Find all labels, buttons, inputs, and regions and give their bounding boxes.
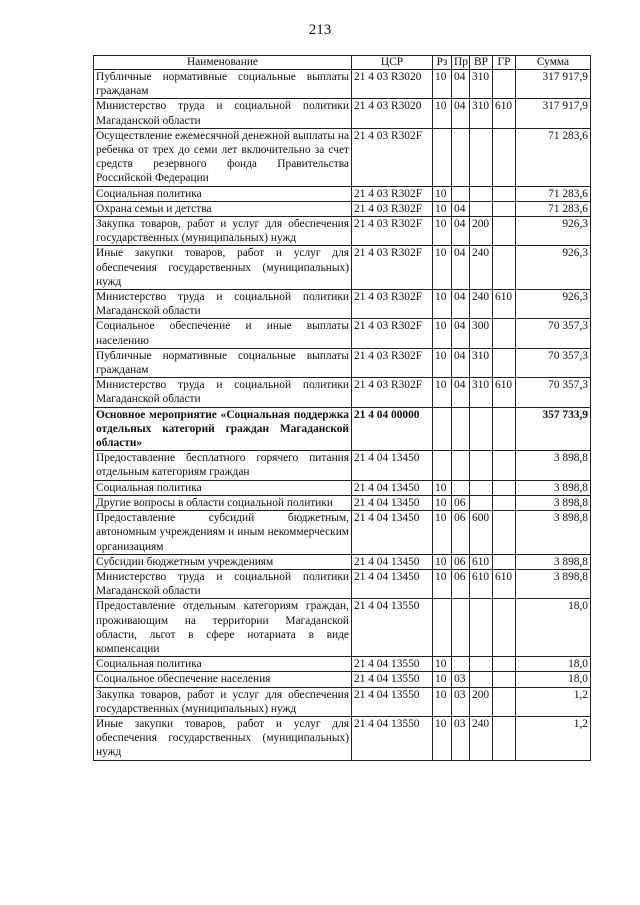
cell-sum: 70 357,3 (516, 348, 591, 377)
cell-rz (433, 407, 452, 451)
cell-name: Предоставление субсидий бюджетным, автономным учреждениям и иным некоммерческим организациям (94, 511, 352, 555)
cell-sum: 317 917,9 (516, 70, 591, 99)
table-row (94, 290, 591, 319)
cell-csr: 21 4 03 R3020 (352, 70, 433, 99)
cell-pr: 06 (452, 495, 470, 510)
cell-csr: 21 4 04 13550 (352, 716, 433, 760)
table-row (94, 217, 591, 246)
table-row (94, 186, 591, 201)
cell-name: Социальная политика (94, 480, 352, 495)
cell-vr (470, 495, 493, 510)
cell-csr: 21 4 04 13550 (352, 672, 433, 687)
cell-vr (470, 657, 493, 672)
cell-rz: 10 (433, 554, 452, 569)
table-row (94, 128, 591, 186)
cell-vr: 610 (470, 569, 493, 598)
cell-csr: 21 4 03 R302F (352, 186, 433, 201)
cell-rz: 10 (433, 495, 452, 510)
cell-gr (493, 672, 516, 687)
cell-vr (470, 407, 493, 451)
cell-pr (452, 480, 470, 495)
cell-pr (452, 599, 470, 657)
cell-gr (493, 451, 516, 480)
cell-csr: 21 4 03 R302F (352, 128, 433, 186)
budget-table (93, 55, 591, 761)
cell-pr: 04 (452, 319, 470, 348)
cell-vr: 600 (470, 511, 493, 555)
cell-vr (470, 128, 493, 186)
cell-name: Другие вопросы в области социальной политики (94, 495, 352, 510)
header-name: Наименование (94, 56, 352, 70)
cell-gr: 610 (493, 378, 516, 407)
table-row (94, 246, 591, 290)
cell-csr: 21 4 04 13550 (352, 599, 433, 657)
cell-sum: 3 898,8 (516, 480, 591, 495)
cell-rz: 10 (433, 378, 452, 407)
cell-vr: 300 (470, 319, 493, 348)
cell-rz (433, 451, 452, 480)
cell-csr: 21 4 04 13450 (352, 511, 433, 555)
cell-sum: 18,0 (516, 657, 591, 672)
cell-gr: 610 (493, 99, 516, 128)
cell-csr: 21 4 04 13550 (352, 657, 433, 672)
cell-csr: 21 4 03 R302F (352, 290, 433, 319)
cell-sum: 926,3 (516, 246, 591, 290)
cell-rz: 10 (433, 672, 452, 687)
cell-csr: 21 4 04 13450 (352, 495, 433, 510)
cell-vr: 200 (470, 217, 493, 246)
cell-name: Министерство труда и социальной политики Магаданской области (94, 99, 352, 128)
table-row (94, 348, 591, 377)
cell-sum: 18,0 (516, 672, 591, 687)
header-gr: ГР (493, 56, 516, 70)
cell-gr: 610 (493, 290, 516, 319)
cell-rz: 10 (433, 716, 452, 760)
table-row (94, 687, 591, 716)
cell-gr (493, 599, 516, 657)
table-row (94, 599, 591, 657)
cell-pr: 04 (452, 246, 470, 290)
cell-gr (493, 217, 516, 246)
cell-pr: 06 (452, 554, 470, 569)
cell-sum: 70 357,3 (516, 319, 591, 348)
cell-gr (493, 201, 516, 216)
header-sum: Сумма (516, 56, 591, 70)
cell-pr: 04 (452, 290, 470, 319)
cell-pr: 06 (452, 569, 470, 598)
cell-gr (493, 70, 516, 99)
cell-name: Осуществление ежемесячной денежной выплаты на ребенка от трех до семи лет включительно за счет средств резервного фонда Правительства Российской Федерации (94, 128, 352, 186)
cell-sum: 70 357,3 (516, 378, 591, 407)
cell-rz: 10 (433, 657, 452, 672)
cell-name: Закупка товаров, работ и услуг для обеспечения государственных (муниципальных) нужд (94, 217, 352, 246)
table-row (94, 480, 591, 495)
table-row (94, 672, 591, 687)
cell-name: Предоставление бесплатного горячего питания отдельным категориям граждан (94, 451, 352, 480)
cell-csr: 21 4 03 R3020 (352, 99, 433, 128)
table-row (94, 657, 591, 672)
cell-vr: 240 (470, 290, 493, 319)
cell-sum: 3 898,8 (516, 569, 591, 598)
cell-name: Социальное обеспечение и иные выплаты населению (94, 319, 352, 348)
cell-sum: 3 898,8 (516, 511, 591, 555)
cell-csr: 21 4 04 13550 (352, 687, 433, 716)
cell-rz: 10 (433, 480, 452, 495)
cell-name: Министерство труда и социальной политики Магаданской области (94, 569, 352, 598)
cell-name: Публичные нормативные социальные выплаты гражданам (94, 70, 352, 99)
cell-rz (433, 599, 452, 657)
table-row (94, 70, 591, 99)
cell-vr: 310 (470, 99, 493, 128)
cell-gr (493, 319, 516, 348)
cell-csr: 21 4 04 13450 (352, 569, 433, 598)
cell-rz: 10 (433, 348, 452, 377)
cell-csr: 21 4 03 R302F (352, 246, 433, 290)
cell-pr: 03 (452, 716, 470, 760)
cell-sum: 926,3 (516, 217, 591, 246)
cell-sum: 71 283,6 (516, 201, 591, 216)
cell-gr: 610 (493, 569, 516, 598)
cell-gr (493, 480, 516, 495)
cell-pr: 04 (452, 217, 470, 246)
cell-rz: 10 (433, 201, 452, 216)
cell-name: Охрана семьи и детства (94, 201, 352, 216)
cell-rz (433, 128, 452, 186)
cell-vr (470, 480, 493, 495)
cell-name: Закупка товаров, работ и услуг для обеспечения государственных (муниципальных) нужд (94, 687, 352, 716)
cell-pr (452, 451, 470, 480)
cell-sum: 71 283,6 (516, 128, 591, 186)
page-number: 213 (308, 22, 332, 38)
cell-gr (493, 511, 516, 555)
cell-pr (452, 407, 470, 451)
cell-vr (470, 599, 493, 657)
cell-sum: 357 733,9 (516, 407, 591, 451)
table-row (94, 495, 591, 510)
cell-rz: 10 (433, 319, 452, 348)
cell-gr (493, 128, 516, 186)
cell-gr (493, 348, 516, 377)
cell-vr (470, 186, 493, 201)
cell-pr: 04 (452, 99, 470, 128)
cell-csr: 21 4 03 R302F (352, 201, 433, 216)
cell-gr (493, 246, 516, 290)
table-row (94, 569, 591, 598)
cell-pr: 06 (452, 511, 470, 555)
cell-sum: 317 917,9 (516, 99, 591, 128)
cell-vr: 310 (470, 70, 493, 99)
cell-rz: 10 (433, 569, 452, 598)
cell-sum: 3 898,8 (516, 495, 591, 510)
cell-rz: 10 (433, 511, 452, 555)
header-vr: ВР (470, 56, 493, 70)
cell-vr: 310 (470, 348, 493, 377)
cell-vr (470, 201, 493, 216)
cell-gr (493, 186, 516, 201)
cell-rz: 10 (433, 186, 452, 201)
header-rz: Рз (433, 56, 452, 70)
table-row (94, 201, 591, 216)
header-csr: ЦСР (352, 56, 433, 70)
cell-name: Министерство труда и социальной политики Магаданской области (94, 378, 352, 407)
cell-rz: 10 (433, 687, 452, 716)
cell-pr: 04 (452, 378, 470, 407)
cell-pr: 04 (452, 348, 470, 377)
cell-gr (493, 716, 516, 760)
cell-sum: 18,0 (516, 599, 591, 657)
cell-name: Иные закупки товаров, работ и услуг для обеспечения государственных (муниципальных) нужд (94, 716, 352, 760)
cell-csr: 21 4 04 13450 (352, 554, 433, 569)
cell-csr: 21 4 04 00000 (352, 407, 433, 451)
table-row (94, 99, 591, 128)
cell-pr (452, 186, 470, 201)
cell-sum: 3 898,8 (516, 451, 591, 480)
cell-csr: 21 4 04 13450 (352, 480, 433, 495)
cell-rz: 10 (433, 246, 452, 290)
cell-pr: 03 (452, 672, 470, 687)
cell-vr (470, 451, 493, 480)
cell-name: Социальная политика (94, 657, 352, 672)
table-row (94, 716, 591, 760)
cell-csr: 21 4 04 13450 (352, 451, 433, 480)
cell-gr (493, 657, 516, 672)
cell-gr (493, 495, 516, 510)
cell-vr: 610 (470, 554, 493, 569)
table-row (94, 511, 591, 555)
cell-pr (452, 128, 470, 186)
cell-rz: 10 (433, 290, 452, 319)
cell-rz: 10 (433, 99, 452, 128)
cell-pr (452, 657, 470, 672)
cell-name: Основное мероприятие «Социальная поддержка отдельных категорий граждан Магаданской области» (94, 407, 352, 451)
cell-name: Социальная политика (94, 186, 352, 201)
table-row (94, 378, 591, 407)
cell-sum: 1,2 (516, 716, 591, 760)
cell-name: Иные закупки товаров, работ и услуг для обеспечения государственных (муниципальных) нужд (94, 246, 352, 290)
cell-sum: 71 283,6 (516, 186, 591, 201)
cell-csr: 21 4 03 R302F (352, 378, 433, 407)
cell-gr (493, 407, 516, 451)
cell-name: Социальное обеспечение населения (94, 672, 352, 687)
cell-pr: 04 (452, 70, 470, 99)
table-row (94, 319, 591, 348)
cell-sum: 926,3 (516, 290, 591, 319)
cell-gr (493, 687, 516, 716)
cell-gr (493, 554, 516, 569)
cell-name: Субсидии бюджетным учреждениям (94, 554, 352, 569)
cell-vr: 240 (470, 716, 493, 760)
table-row (94, 407, 591, 451)
cell-name: Предоставление отдельным категориям граждан, проживающим на территории Магаданской области, льгот в сфере нотариата в виде компенсации (94, 599, 352, 657)
cell-sum: 3 898,8 (516, 554, 591, 569)
cell-vr: 200 (470, 687, 493, 716)
cell-pr: 04 (452, 201, 470, 216)
cell-rz: 10 (433, 70, 452, 99)
table-row (94, 451, 591, 480)
header-pr: Пр (452, 56, 470, 70)
table-row (94, 554, 591, 569)
cell-vr (470, 672, 493, 687)
header-row (94, 56, 591, 70)
cell-name: Министерство труда и социальной политики Магаданской области (94, 290, 352, 319)
cell-csr: 21 4 03 R302F (352, 217, 433, 246)
cell-csr: 21 4 03 R302F (352, 319, 433, 348)
cell-rz: 10 (433, 217, 452, 246)
cell-csr: 21 4 03 R302F (352, 348, 433, 377)
cell-vr: 310 (470, 378, 493, 407)
cell-pr: 03 (452, 687, 470, 716)
cell-sum: 1,2 (516, 687, 591, 716)
cell-name: Публичные нормативные социальные выплаты гражданам (94, 348, 352, 377)
cell-vr: 240 (470, 246, 493, 290)
